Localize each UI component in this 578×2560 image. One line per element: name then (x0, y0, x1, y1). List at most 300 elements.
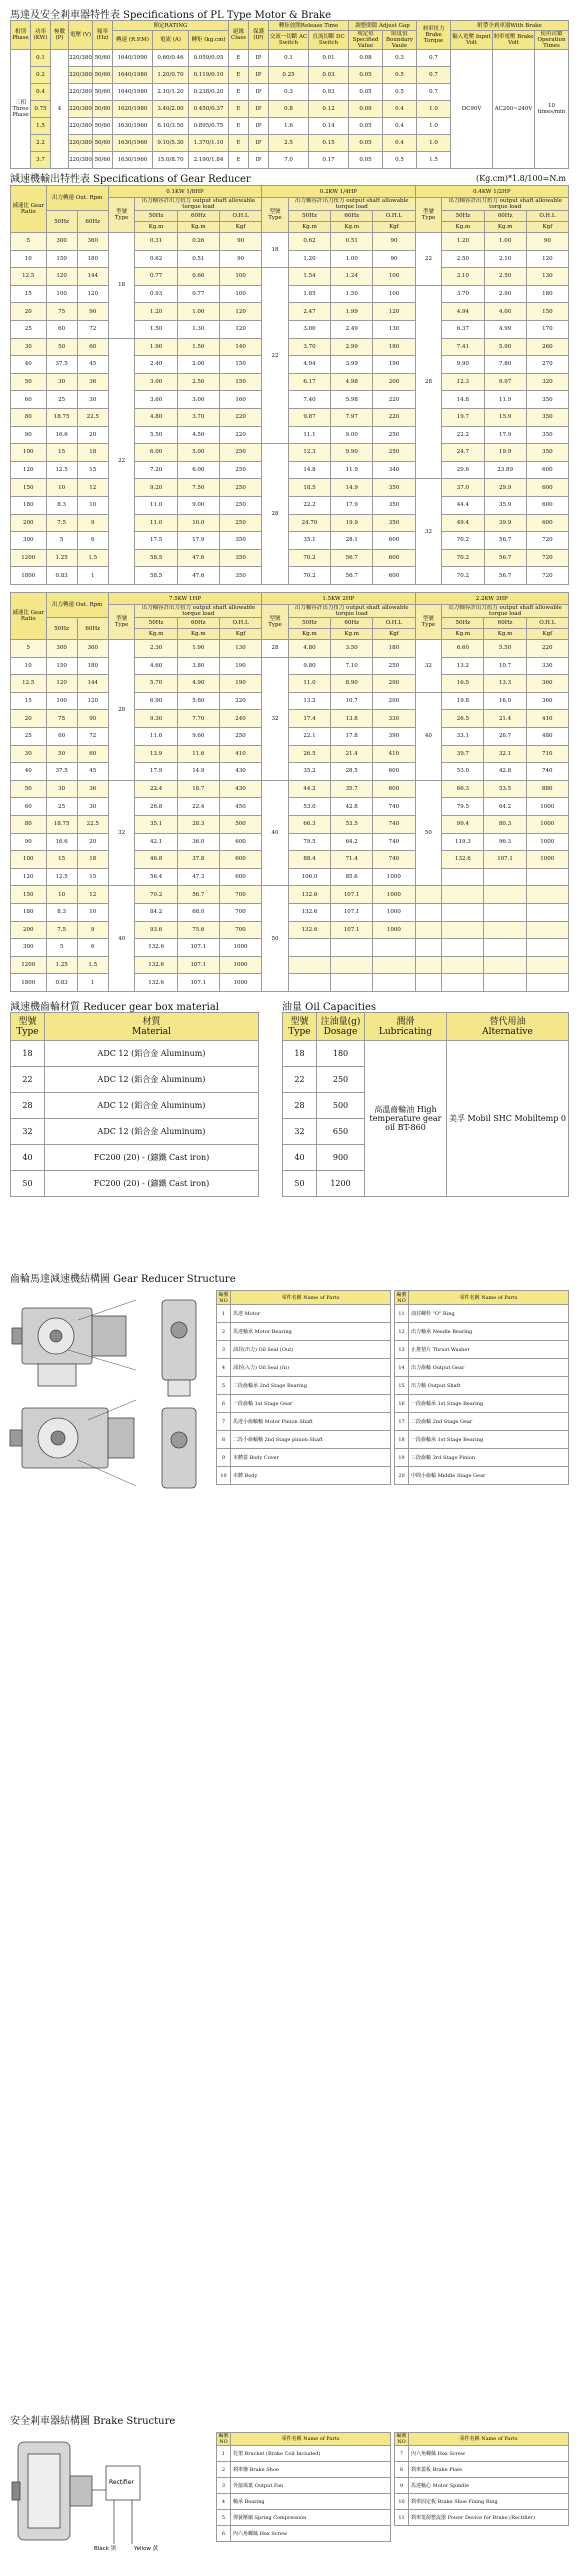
part-number-cell: 5 (217, 2510, 231, 2526)
torque50-cell: 1.20 (442, 233, 484, 251)
lubricating-cell: 高溫齒輪油 High temperature gear oil BT-860 (365, 1041, 447, 1197)
hdr-rpm: 轉速 (R.P.M) (113, 31, 153, 50)
torque50-cell: 37.0 (442, 479, 484, 497)
ohl-cell: 250 (219, 514, 261, 532)
ohl-cell: 1000 (526, 798, 568, 816)
ohl-cell: 1000 (219, 956, 261, 974)
ohl-cell: 290 (373, 692, 415, 710)
torque50-cell: 11.6 (135, 727, 177, 745)
torque60-cell: 2.50 (177, 373, 219, 391)
out-rpm-header: 出力轉速 Out. Rpm (46, 593, 108, 618)
torque50-cell: 1.20 (288, 250, 330, 268)
torque50-cell: 3.70 (442, 285, 484, 303)
ohl-cell: 1000 (373, 903, 415, 921)
torque50-cell: 79.5 (288, 833, 330, 851)
torque60-cell: 9.90 (331, 444, 373, 462)
part-name-cell: 油封螺栓 "O" Ring (409, 1305, 569, 1323)
torque50-cell: 0.62 (288, 233, 330, 251)
torque50-cell: 14.8 (442, 391, 484, 409)
type-cell: 40 (415, 692, 442, 780)
hz60-header: 60Hz (77, 618, 108, 640)
part-number-cell: 6 (217, 2526, 231, 2542)
part-row (217, 1323, 391, 1341)
ohl-sub: O.H.L (526, 618, 568, 629)
part-name-cell: 馬達 Motor (231, 1305, 391, 1323)
ohl-cell: 100 (219, 285, 261, 303)
torque50-cell: 4.94 (442, 303, 484, 321)
ratio-cell: 25 (11, 727, 47, 745)
dc-switch-cell: 0.14 (309, 118, 349, 135)
black-wire-label: Black 黑 (94, 2546, 117, 2552)
ohl-cell: 1000 (373, 886, 415, 904)
boundary-cell: 0.5 (383, 152, 417, 169)
hz60-sub: 60Hz (331, 618, 373, 629)
rpm-cell: 1640/1980 (113, 84, 153, 101)
hz50-sub: 50Hz (442, 211, 484, 222)
rpm50-cell: 16.6 (46, 833, 77, 851)
torque-cell: 0.895/0.75 (189, 118, 229, 135)
power-group-header: 1.5KW 2HP (262, 593, 415, 605)
rpm50-cell: 60 (46, 320, 77, 338)
part-name-cell: 剎車電源整流器 Power Device for Brake (Rectifier) (409, 2510, 569, 2526)
torque50-cell: 99.4 (442, 815, 484, 833)
ohl-cell: 350 (373, 514, 415, 532)
ohl-cell: 240 (219, 710, 261, 728)
torque50-cell: 19.8 (442, 692, 484, 710)
torque50-cell: 19.7 (442, 408, 484, 426)
brake-h-name-r: 零件名稱 Name of Parts (409, 2433, 569, 2446)
torque50-cell: 17.9 (135, 763, 177, 781)
ratio-cell: 1200 (11, 956, 47, 974)
rpm60-cell: 360 (77, 233, 108, 251)
material-type-cell: 50 (11, 1171, 45, 1197)
torque60-cell: 10.7 (484, 657, 526, 675)
type-cell: 32 (262, 657, 289, 780)
kgm-unit: Kg.m (331, 629, 373, 640)
oil-type-cell: 28 (283, 1093, 317, 1119)
part-row (217, 1377, 391, 1395)
protection-cell: IP (249, 84, 269, 101)
ratio-cell: 1200 (11, 549, 47, 567)
torque60-cell: 1.00 (484, 233, 526, 251)
hz-cell: 50/60 (93, 101, 113, 118)
oil-dosage-cell: 500 (317, 1093, 365, 1119)
ohl-cell (526, 974, 568, 992)
reducer-table-2 (10, 592, 569, 992)
ohl-cell: 150 (219, 356, 261, 374)
ratio-cell: 15 (11, 692, 47, 710)
kgf-unit: Kgf (373, 629, 415, 640)
torque50-cell: 79.5 (442, 798, 484, 816)
material-cell: ADC 12 (鋁合金 Aluminum) (45, 1067, 259, 1093)
rpm50-cell: 300 (46, 233, 77, 251)
torque60-cell: 10.0 (177, 514, 219, 532)
part-name-cell: 一段齒輪 1st Stage Gear (231, 1395, 391, 1413)
part-row (395, 1449, 569, 1467)
torque60-cell: 17.8 (331, 727, 373, 745)
hdr-volt: 電壓 (V) (69, 21, 93, 50)
torque50-cell: 4.80 (135, 408, 177, 426)
rpm60-cell: 10 (77, 496, 108, 514)
rpm60-cell: 10 (77, 903, 108, 921)
ratio-cell: 20 (11, 303, 47, 321)
type-cell: 32 (415, 640, 442, 693)
torque60-cell: 35.9 (484, 496, 526, 514)
hdr-brake: 附帶全剎車器With Brake (451, 21, 569, 31)
rpm50-cell: 8.3 (46, 496, 77, 514)
torque60-cell (484, 974, 526, 992)
reducer-row (11, 798, 569, 816)
ohl-cell: 700 (219, 903, 261, 921)
torque50-cell: 70.2 (442, 549, 484, 567)
insulation-cell: E (229, 50, 249, 67)
hz50-header: 50Hz (46, 211, 77, 233)
torque60-cell: 2.99 (331, 338, 373, 356)
reducer-row (11, 727, 569, 745)
volt-cell: 220/380 (69, 135, 93, 152)
input-volt-cell: DC90V (451, 50, 493, 169)
ratio-cell: 20 (11, 710, 47, 728)
part-number-cell: 8 (217, 1431, 231, 1449)
reducer-row (11, 675, 569, 693)
ratio-cell: 50 (11, 373, 47, 391)
rpm60-cell: 60 (77, 338, 108, 356)
ratio-cell: 10 (11, 250, 47, 268)
ohl-cell: 190 (219, 657, 261, 675)
rpm60-cell: 1.5 (77, 956, 108, 974)
rpm-cell: 1630/1960 (113, 152, 153, 169)
rpm50-cell: 300 (46, 640, 77, 658)
hdr-adjust: 調整間隙 Adjust Gap (349, 21, 417, 31)
kgm-unit: Kg.m (135, 222, 177, 233)
type-header: 型號 Type (108, 198, 135, 233)
ratio-cell: 1800 (11, 567, 47, 585)
volt-cell: 220/380 (69, 50, 93, 67)
dc-switch-cell: 0.17 (309, 152, 349, 169)
torque60-cell: 5.98 (331, 391, 373, 409)
ohl-cell: 250 (373, 657, 415, 675)
torque60-cell: 17.9 (331, 496, 373, 514)
motor-row (11, 50, 569, 67)
type-cell: 18 (262, 233, 289, 268)
torque50-cell: 70.2 (135, 886, 177, 904)
torque50-cell: 0.93 (135, 285, 177, 303)
brake-parts-table-right (394, 2432, 569, 2526)
ohl-cell: 250 (219, 496, 261, 514)
ratio-cell: 5 (11, 640, 47, 658)
torque60-cell: 56.7 (484, 549, 526, 567)
part-name-cell: 二段齒輪 2nd Stage Gear (409, 1413, 569, 1431)
ohl-cell: 710 (526, 745, 568, 763)
ratio-cell: 5 (11, 233, 47, 251)
torque-load-header: 出力軸容許出力扭力 output shaft allowable torque load (288, 605, 415, 618)
ohl-cell: 600 (219, 833, 261, 851)
rpm50-cell: 7.5 (46, 921, 77, 939)
part-name-cell: 剎車蓋板 Brake Plate (409, 2462, 569, 2478)
oil-type-cell: 40 (283, 1145, 317, 1171)
type-cell: 40 (108, 886, 135, 992)
power-group-header: 0.2KW 1/4HP (262, 186, 415, 198)
boundary-cell: 0.3 (383, 50, 417, 67)
reducer-row (11, 285, 569, 303)
torque50-cell: 2.40 (135, 356, 177, 374)
torque60-cell: 64.2 (331, 833, 373, 851)
kgf-unit: Kgf (219, 222, 261, 233)
reducer-row (11, 549, 569, 567)
torque50-cell: 53.0 (288, 798, 330, 816)
kgm-unit: Kg.m (484, 629, 526, 640)
reducer-row (11, 956, 569, 974)
torque60-cell (484, 939, 526, 957)
boundary-cell: 0.4 (383, 135, 417, 152)
part-row (395, 1305, 569, 1323)
kgm-unit: Kg.m (288, 222, 330, 233)
ohl-cell: 190 (219, 675, 261, 693)
torque50-cell: 46.8 (135, 851, 177, 869)
specified-cell: 0.09 (349, 101, 383, 118)
rpm50-cell: 10 (46, 886, 77, 904)
gear-structure-title: 齒輪馬達減速機結構圖 Gear Reducer Structure (10, 1274, 236, 1285)
hz60-header: 60Hz (77, 211, 108, 233)
torque60-cell: 0.51 (177, 250, 219, 268)
rpm50-cell: 150 (46, 250, 77, 268)
boundary-cell: 0.5 (383, 67, 417, 84)
type-header: 型號 Type (262, 605, 289, 640)
amp-cell: 0.60/0.46 (153, 50, 189, 67)
torque-cell: 0.238/0.20 (189, 84, 229, 101)
torque50-cell: 70.2 (442, 532, 484, 550)
torque60-cell (484, 886, 526, 904)
torque50-cell: 49.4 (442, 514, 484, 532)
part-row (217, 2510, 391, 2526)
type-cell: 32 (108, 780, 135, 886)
torque60-cell: 107.1 (331, 921, 373, 939)
oil-title: 油量 Oil Capacities (282, 1002, 376, 1013)
torque60-cell: 36.0 (177, 833, 219, 851)
torque60-cell: 64.2 (484, 798, 526, 816)
ohl-cell: 190 (373, 356, 415, 374)
torque60-cell: 2.10 (484, 250, 526, 268)
part-number-cell: 1 (217, 1305, 231, 1323)
rpm50-cell: 37.5 (46, 763, 77, 781)
kw-cell: 0.75 (31, 101, 51, 118)
material-cell: ADC 12 (鋁合金 Aluminum) (45, 1119, 259, 1145)
type-cell: 28 (262, 640, 289, 658)
hdr-dc: 直流切斷 DC Switch (309, 31, 349, 50)
kw-cell: 2.2 (31, 135, 51, 152)
reducer-row (11, 408, 569, 426)
kw-cell: 0.4 (31, 84, 51, 101)
torque50-cell (288, 939, 330, 957)
reducer-row (11, 373, 569, 391)
reducer-row (11, 939, 569, 957)
ratio-cell: 40 (11, 356, 47, 374)
amp-cell: 15.0/8.70 (153, 152, 189, 169)
rpm50-cell: 60 (46, 727, 77, 745)
amp-cell: 3.40/2.00 (153, 101, 189, 118)
rpm60-cell: 20 (77, 426, 108, 444)
ohl-cell: 700 (219, 886, 261, 904)
gear-h-name: 零件名稱 Name of Parts (231, 1291, 391, 1305)
torque50-cell: 1.50 (135, 320, 177, 338)
part-row (395, 1431, 569, 1449)
torque60-cell: 21.4 (484, 710, 526, 728)
part-row (217, 2478, 391, 2494)
torque50-cell: 22.1 (288, 727, 330, 745)
ohl-cell: 450 (219, 798, 261, 816)
reducer-row (11, 496, 569, 514)
torque50-cell: 56.4 (135, 868, 177, 886)
torque60-cell (484, 903, 526, 921)
specified-cell: 0.08 (349, 50, 383, 67)
oil-h-alt: 替代用油 Alternative (447, 1013, 569, 1041)
rpm60-cell: 45 (77, 763, 108, 781)
torque60-cell: 7.97 (331, 408, 373, 426)
torque60-cell: 85.6 (331, 868, 373, 886)
power-group-header: 7.5KW 1HP (108, 593, 261, 605)
ohl-cell: 600 (526, 479, 568, 497)
torque50-cell: 5.70 (135, 675, 177, 693)
torque60-cell: 1.24 (331, 268, 373, 286)
ohl-cell: 350 (219, 567, 261, 585)
rpm60-cell: 180 (77, 657, 108, 675)
ohl-cell: 150 (219, 373, 261, 391)
ohl-cell (526, 956, 568, 974)
torque50-cell: 0.31 (135, 233, 177, 251)
protection-cell: IP (249, 50, 269, 67)
torque50-cell: 14.8 (288, 461, 330, 479)
torque60-cell (331, 939, 373, 957)
oil-h-dosage: 注油量(g) Dosage (317, 1013, 365, 1041)
torque60-cell: 107.1 (331, 903, 373, 921)
insulation-cell: E (229, 118, 249, 135)
torque60-cell: 9.00 (331, 426, 373, 444)
gear-parts-table-right (394, 1290, 569, 1485)
rpm50-cell: 12.5 (46, 461, 77, 479)
rpm60-cell: 90 (77, 710, 108, 728)
oil-dosage-cell: 180 (317, 1041, 365, 1067)
part-number-cell: 10 (217, 1467, 231, 1485)
rpm50-cell: 12.5 (46, 868, 77, 886)
hz60-sub: 60Hz (177, 211, 219, 222)
part-number-cell: 13 (395, 1341, 409, 1359)
ac-switch-cell: 2.5 (269, 135, 309, 152)
ratio-cell: 30 (11, 338, 47, 356)
torque60-cell: 47.6 (177, 549, 219, 567)
ratio-cell: 120 (11, 868, 47, 886)
kgm-unit: Kg.m (135, 629, 177, 640)
ratio-cell: 40 (11, 763, 47, 781)
oil-dosage-cell: 900 (317, 1145, 365, 1171)
part-name-cell: 出力軸承 Needle Bearing (409, 1323, 569, 1341)
type-header: 型號 Type (108, 605, 135, 640)
ohl-cell: 720 (526, 549, 568, 567)
part-name-cell: 油封(入力) Oil Seal (In) (231, 1359, 391, 1377)
ohl-cell: 350 (219, 549, 261, 567)
volt-cell: 220/380 (69, 152, 93, 169)
type-cell-empty (415, 903, 442, 921)
rpm50-cell: 15 (46, 444, 77, 462)
ohl-cell: 100 (219, 268, 261, 286)
kw-cell: 1.5 (31, 118, 51, 135)
rpm60-cell: 30 (77, 391, 108, 409)
part-name-cell: 二段小齒輪軸 2nd Stage pinion Shaft (231, 1431, 391, 1449)
rpm60-cell: 144 (77, 675, 108, 693)
type-cell-empty (415, 886, 442, 904)
torque50-cell (288, 974, 330, 992)
ratio-cell: 300 (11, 939, 47, 957)
torque60-cell: 1.00 (177, 303, 219, 321)
reducer-row (11, 479, 569, 497)
torque60-cell: 7.10 (331, 657, 373, 675)
hdr-bt: 剎車扭力 Brake Torque (417, 21, 451, 50)
torque50-cell: 1.20 (135, 303, 177, 321)
torque50-cell: 3.10 (442, 268, 484, 286)
rpm-cell: 1640/1980 (113, 67, 153, 84)
torque60-cell: 35.7 (331, 780, 373, 798)
insulation-cell: E (229, 152, 249, 169)
torque50-cell: 3.00 (135, 373, 177, 391)
kw-cell: 0.2 (31, 67, 51, 84)
part-number-cell: 2 (217, 2462, 231, 2478)
type-cell: 22 (415, 233, 442, 286)
torque50-cell: 6.37 (442, 320, 484, 338)
reducer-row (11, 815, 569, 833)
reducer-row (11, 745, 569, 763)
part-number-cell: 8 (395, 2462, 409, 2478)
hz50-sub: 50Hz (135, 211, 177, 222)
kgf-unit: Kgf (526, 629, 568, 640)
ohl-cell: 740 (373, 851, 415, 869)
type-cell: 32 (415, 479, 442, 585)
brake-volt-cell: AC200~240V (493, 50, 535, 169)
oil-h-type: 型號 Type (283, 1013, 317, 1041)
ohl-sub: O.H.L (219, 211, 261, 222)
torque60-cell: 3.99 (331, 356, 373, 374)
torque60-cell: 71.4 (331, 851, 373, 869)
torque50-cell: 70.2 (288, 549, 330, 567)
ohl-cell: 250 (219, 444, 261, 462)
torque50-cell: 7.40 (288, 391, 330, 409)
ohl-cell: 1000 (219, 974, 261, 992)
ohl-cell: 170 (526, 320, 568, 338)
ohl-cell: 740 (373, 798, 415, 816)
torque60-cell: 28.1 (331, 532, 373, 550)
ohl-cell: 1000 (373, 868, 415, 886)
reducer-row (11, 710, 569, 728)
torque50-cell: 13.9 (135, 745, 177, 763)
type-header: 型號 Type (415, 605, 442, 640)
part-number-cell: 4 (217, 1359, 231, 1377)
torque50-cell: 6.60 (442, 640, 484, 658)
rectifier-label: Rectifier (109, 2479, 134, 2486)
torque60-cell: 15.9 (484, 408, 526, 426)
volt-cell: 220/380 (69, 118, 93, 135)
torque-load-header: 出力軸容許出力扭力 output shaft allowable torque load (288, 198, 415, 211)
ohl-cell: 740 (373, 833, 415, 851)
torque50-cell: 9.30 (135, 710, 177, 728)
torque60-cell: 1.90 (177, 640, 219, 658)
ac-switch-cell: 7.0 (269, 152, 309, 169)
ohl-sub: O.H.L (373, 618, 415, 629)
kgf-unit: Kgf (219, 629, 261, 640)
part-row (395, 2462, 569, 2478)
torque50-cell: 2.50 (442, 250, 484, 268)
gear-reducer-side-diagram (152, 1290, 207, 1500)
rpm60-cell: 20 (77, 833, 108, 851)
part-number-cell: 18 (395, 1431, 409, 1449)
torque60-cell: 4.50 (177, 426, 219, 444)
